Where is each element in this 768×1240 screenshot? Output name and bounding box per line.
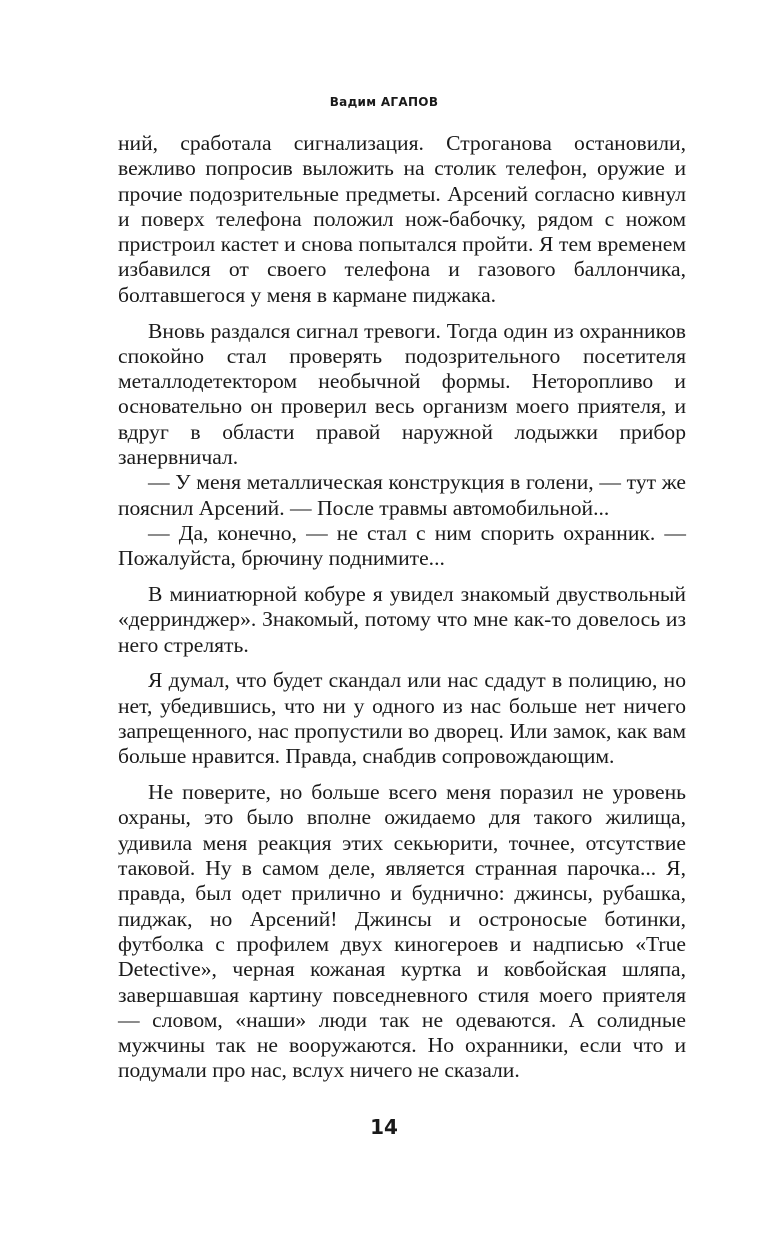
paragraph: В миниатюрной кобуре я увидел знакомый двуствольный «дерринджер». Знакомый, потому что мне как-то довелось из него стрелять.	[118, 582, 686, 657]
dialogue-line: — Да, конечно, — не стал с ним спорить охранник. — Пожалуйста, брючину поднимите...	[118, 520, 686, 571]
dialogue-line: — У меня металлическая конструкция в голени, — тут же пояснил Арсений. — После травмы автомобильной...	[118, 470, 686, 520]
paragraph: Вновь раздался сигнал тревоги. Тогда один из охранников спокойно стал проверять подозрительного посетителя металлодетектором необычной формы. Неторопливо и основательно он проверил весь организм моего приятеля, и вдруг в области правой наружной лодыжки прибор занервничал.	[118, 318, 686, 470]
page-number: 14	[370, 1115, 398, 1139]
paragraph: ний, сработала сигнализация. Строганова остановили, вежливо попросив выложить на столик телефон, оружие и прочие подозрительные предметы. Арсений согласно кивнул и поверх телефона положил нож-бабочку, рядом с ножом пристроил кастет и снова попытался пройти. Я тем временем избавился от своего телефона и газового баллончика, болтавшегося у меня в кармане пиджака.	[118, 131, 686, 307]
running-header: Вадим АГАПОВ	[329, 95, 439, 109]
paragraph: Не поверите, но больше всего меня поразил не уровень охраны, это было вполне ожидаемо для такого жилища, удивила меня реакция этих секьюрити, точнее, отсутствие таковой. Ну в самом деле, является странная парочка... Я, правда, был одет прилично и буднично: джинсы, рубашка, пиджак, но Арсений! Джинсы и остроносые ботинки, футболка с профилем двух киногероев и надписью «True Detective», черная кожаная куртка и ковбойская шляпа, завершавшая картину повседневного стиля моего приятеля — словом, «наши» люди так не одеваются. А солидные мужчины так не вооружаются. Но охранники, если что и подумали про нас, вслух ничего не сказали.	[118, 780, 686, 1083]
paragraph: Я думал, что будет скандал или нас сдадут в полицию, но нет, убедившись, что ни у одного из нас больше нет ничего запрещенного, нас пропустили во дворец. Или замок, как вам больше нравится. Правда, снабдив сопровождающим.	[118, 668, 686, 769]
body-text	[118, 131, 686, 1094]
